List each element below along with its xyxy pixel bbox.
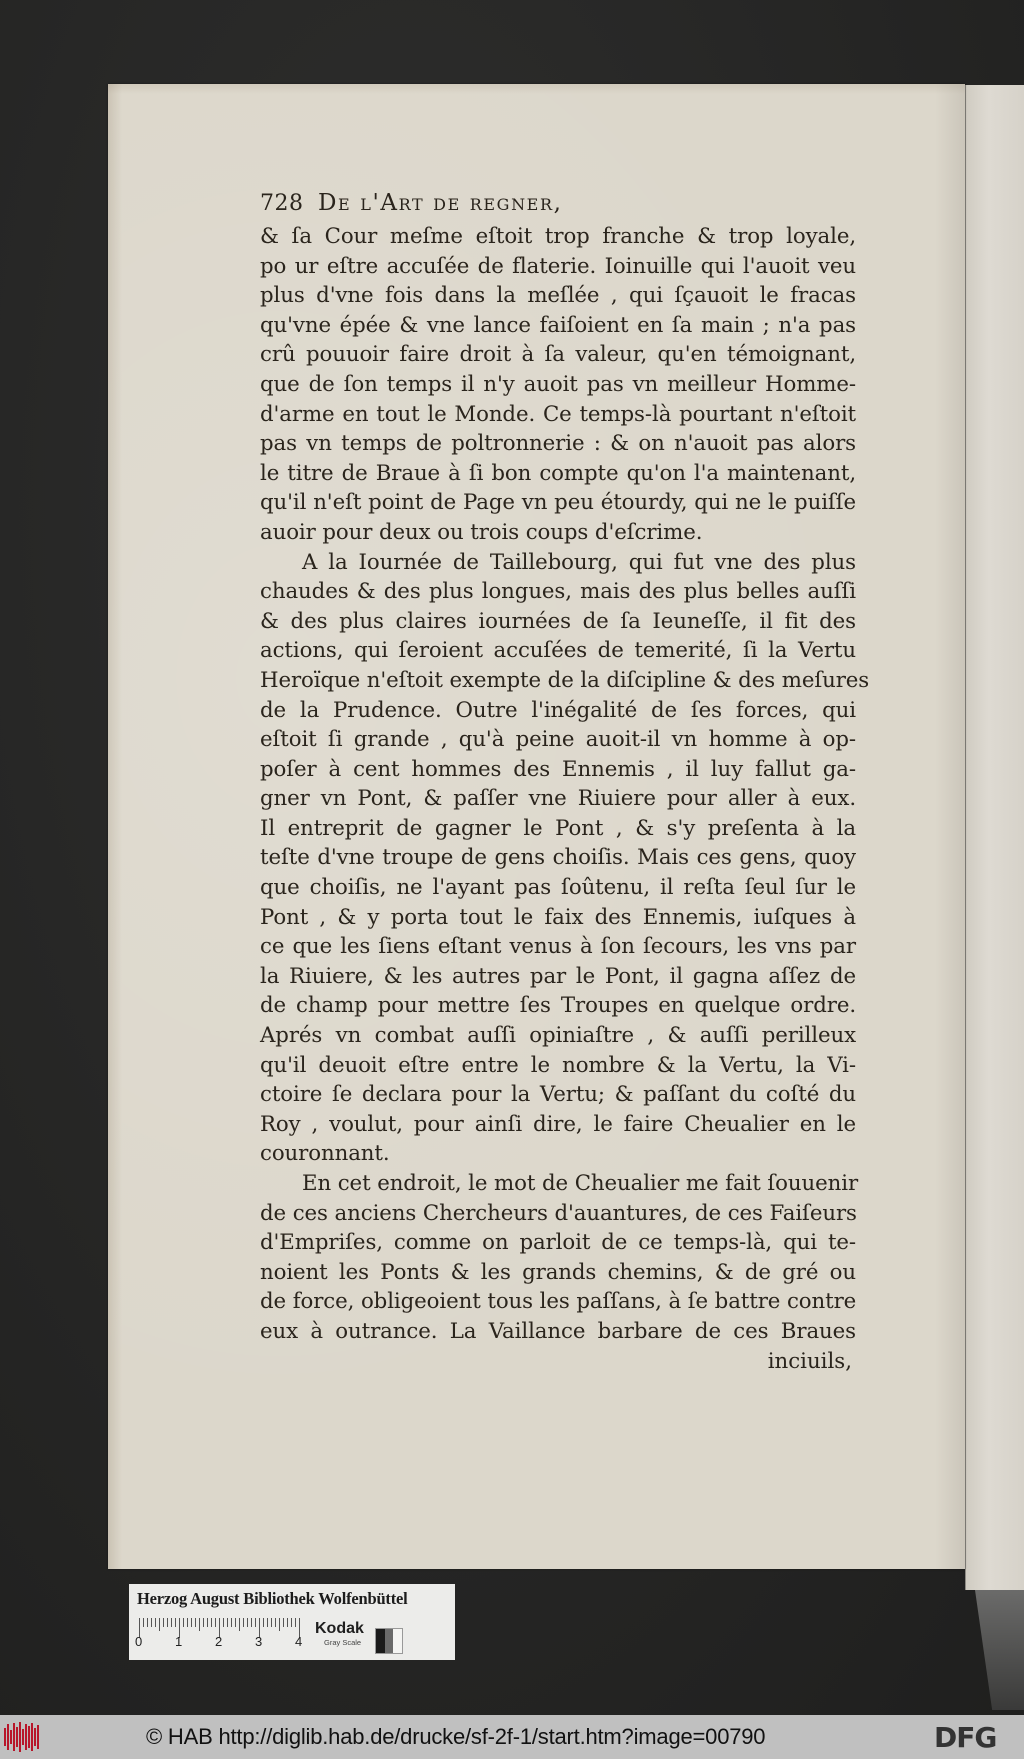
ruler-tick [231,1618,232,1627]
text-line: qu'il deuoit eſtre entre le nombre & la Vertu, la Vi- [260,1052,856,1078]
ruler-tick [283,1618,284,1627]
text-line: & des plus claires iournées de ſa Ieuneſſe, il fit des [260,608,856,634]
text-line: chaudes & des plus longues, mais des plus belles auſſi [260,579,856,605]
ruler-tick [195,1618,196,1627]
ruler-tick [275,1618,276,1627]
ruler-tick [159,1618,160,1631]
footer-permalink[interactable]: © HAB http://diglib.hab.de/drucke/sf-2f-1/start.htm?image=00790 [146,1724,766,1749]
ruler-tick [291,1618,292,1627]
text-line: Heroïque n'eſtoit exempte de la diſcipline & des meſures [260,667,870,693]
text-line: plus d'vne fois dans la meſlée , qui ſçauoit le fracas [260,283,856,309]
ruler-tick [239,1618,240,1631]
ruler-numbers [135,1634,315,1652]
ruler-tick [215,1618,216,1627]
ruler-tick [287,1618,288,1627]
ruler-number: 2 [215,1634,223,1649]
text-line: de ces anciens Chercheurs d'auantures, de ces Faiſeurs [260,1200,857,1226]
text-line: A la Iournée de Taillebourg, qui fut vne des plus [302,549,856,575]
ruler-tick [223,1618,224,1627]
footer-bar [0,1715,1024,1759]
running-head [260,190,856,222]
next-page-edge [965,85,1024,1590]
text-line: Il entreprit de gagner le Pont , & s'y preſenta à la [260,815,856,841]
page-text-block [260,190,870,1376]
ruler-tick [199,1618,200,1631]
ruler-number: 1 [175,1634,183,1649]
ruler-tick [255,1618,256,1627]
text-line: Pont , & y porta tout le faix des Ennemis, iuſques à [260,904,856,930]
library-name: Herzog August Bibliothek Wolfenbüttel [137,1589,408,1608]
text-line: Aprés vn combat auſſi opiniaſtre , & auſſi perilleux [260,1023,856,1049]
ruler-tick [151,1618,152,1627]
ruler-number: 4 [295,1634,303,1649]
text-line: qu'vne épée & vne lance faiſoient en ſa main ; n'a pas [260,312,856,338]
text-line: eſtoit ſi grande , qu'à peine auoit-il vn homme à op- [260,727,856,753]
text-line: d'Empriſes, comme on parloit de ce temps-là, qui te- [260,1230,856,1256]
text-line: couronnant. [260,1141,390,1167]
text-line: la Riuiere, & les autres par le Pont, il gagna aſſez de [260,963,856,989]
ruler-number: 0 [135,1634,143,1649]
ruler-tick [211,1618,212,1627]
ruler-tick [243,1618,244,1627]
ruler-tick [295,1618,296,1627]
ruler-tick [235,1618,236,1627]
ruler-tick [203,1618,204,1627]
text-line: d'arme en tout le Monde. Ce temps-là pourtant n'eſtoit [260,401,856,427]
ruler-tick [251,1618,252,1627]
text-line: pas vn temps de poltronnerie : & on n'auoit pas alors [260,431,856,457]
dfg-logo-icon[interactable]: DFG [934,1721,997,1754]
text-line: eux à outrance. La Vaillance barbare de ces Braues [260,1318,856,1344]
text-line: & ſa Cour meſme eſtoit trop franche & trop loyale, [260,224,856,249]
text-line: ctoire ſe declara pour la Vertu; & paſſant du coſté du [260,1082,856,1108]
ruler-tick [187,1618,188,1627]
book-page [108,84,965,1569]
text-line: actions, qui ſeroient accuſées de temerité, ſi la Vertu [260,638,856,664]
catchword: inciuils, [767,1348,852,1374]
ruler-tick [207,1618,208,1627]
gray-scale-patch [375,1628,403,1654]
ruler-number: 3 [255,1634,263,1649]
text-line: En cet endroit, le mot de Cheualier me fait ſouuenir [302,1171,859,1196]
text-line: de force, obligeoient tous les paſſans, à ſe battre contre [260,1289,857,1315]
text-line: crû pouuoir faire droit à ſa valeur, qu'en témoignant, [260,342,856,368]
ruler-tick [247,1618,248,1627]
text-line: po ur eſtre accuſée de flaterie. Ioinuille qui l'auoit veu [260,253,856,279]
text-line: noient les Ponts & les grands chemins, & de gré ou [260,1259,856,1285]
ruler-tick [271,1618,272,1627]
text-line: le titre de Braue à ſi bon compte qu'on l'a maintenant, [260,460,856,486]
kodak-brand: Kodak [315,1620,364,1637]
text-line: teſte d'vne troupe de gens choiſis. Mais ces gens, quoy [260,845,856,871]
library-label [129,1584,455,1660]
ruler-tick [183,1618,184,1627]
ruler-tick [191,1618,192,1627]
hab-logo-icon[interactable] [4,1722,44,1752]
page-number: 728 [260,191,304,216]
ruler-tick [167,1618,168,1627]
text-line: gner vn Pont, & paſſer vne Riuiere pour aller à eux. [260,786,856,812]
text-line: de champ pour mettre ſes Troupes en quelque ordre. [260,993,856,1019]
ruler-tick [175,1618,176,1627]
ruler-tick [143,1618,144,1627]
text-line: que de ſon temps il n'y auoit pas vn meilleur Homme- [260,371,856,397]
ruler-tick [147,1618,148,1627]
body-text [260,222,870,1347]
text-line: ce que les ſiens eſtant venus à ſon ſecours, les vns par [260,934,856,960]
text-line: de la Prudence. Outre l'inégalité de ſes forces, qui [260,697,856,723]
ruler-tick [155,1618,156,1627]
ruler-tick [267,1618,268,1627]
text-line: auoir pour deux ou trois coups d'eſcrime. [260,519,703,545]
text-line: Roy , voulut, pour ainſi dire, le faire Cheualier en le [260,1111,856,1137]
ruler-tick [279,1618,280,1631]
text-line: que choiſis, ne l'ayant pas ſoûtenu, il reſta ſeul ſur le [260,875,856,901]
ruler-tick [171,1618,172,1627]
gray-scale-label: Gray Scale [324,1638,362,1647]
ruler-tick [163,1618,164,1627]
text-line: poſer à cent hommes des Ennemis , il luy fallut ga- [260,756,856,782]
ruler-tick [263,1618,264,1627]
running-head-title: De l'Art de regner, [318,190,563,216]
ruler-tick [227,1618,228,1627]
text-line: qu'il n'eſt point de Page vn peu étourdy, qui ne le puiſſe [260,490,856,516]
